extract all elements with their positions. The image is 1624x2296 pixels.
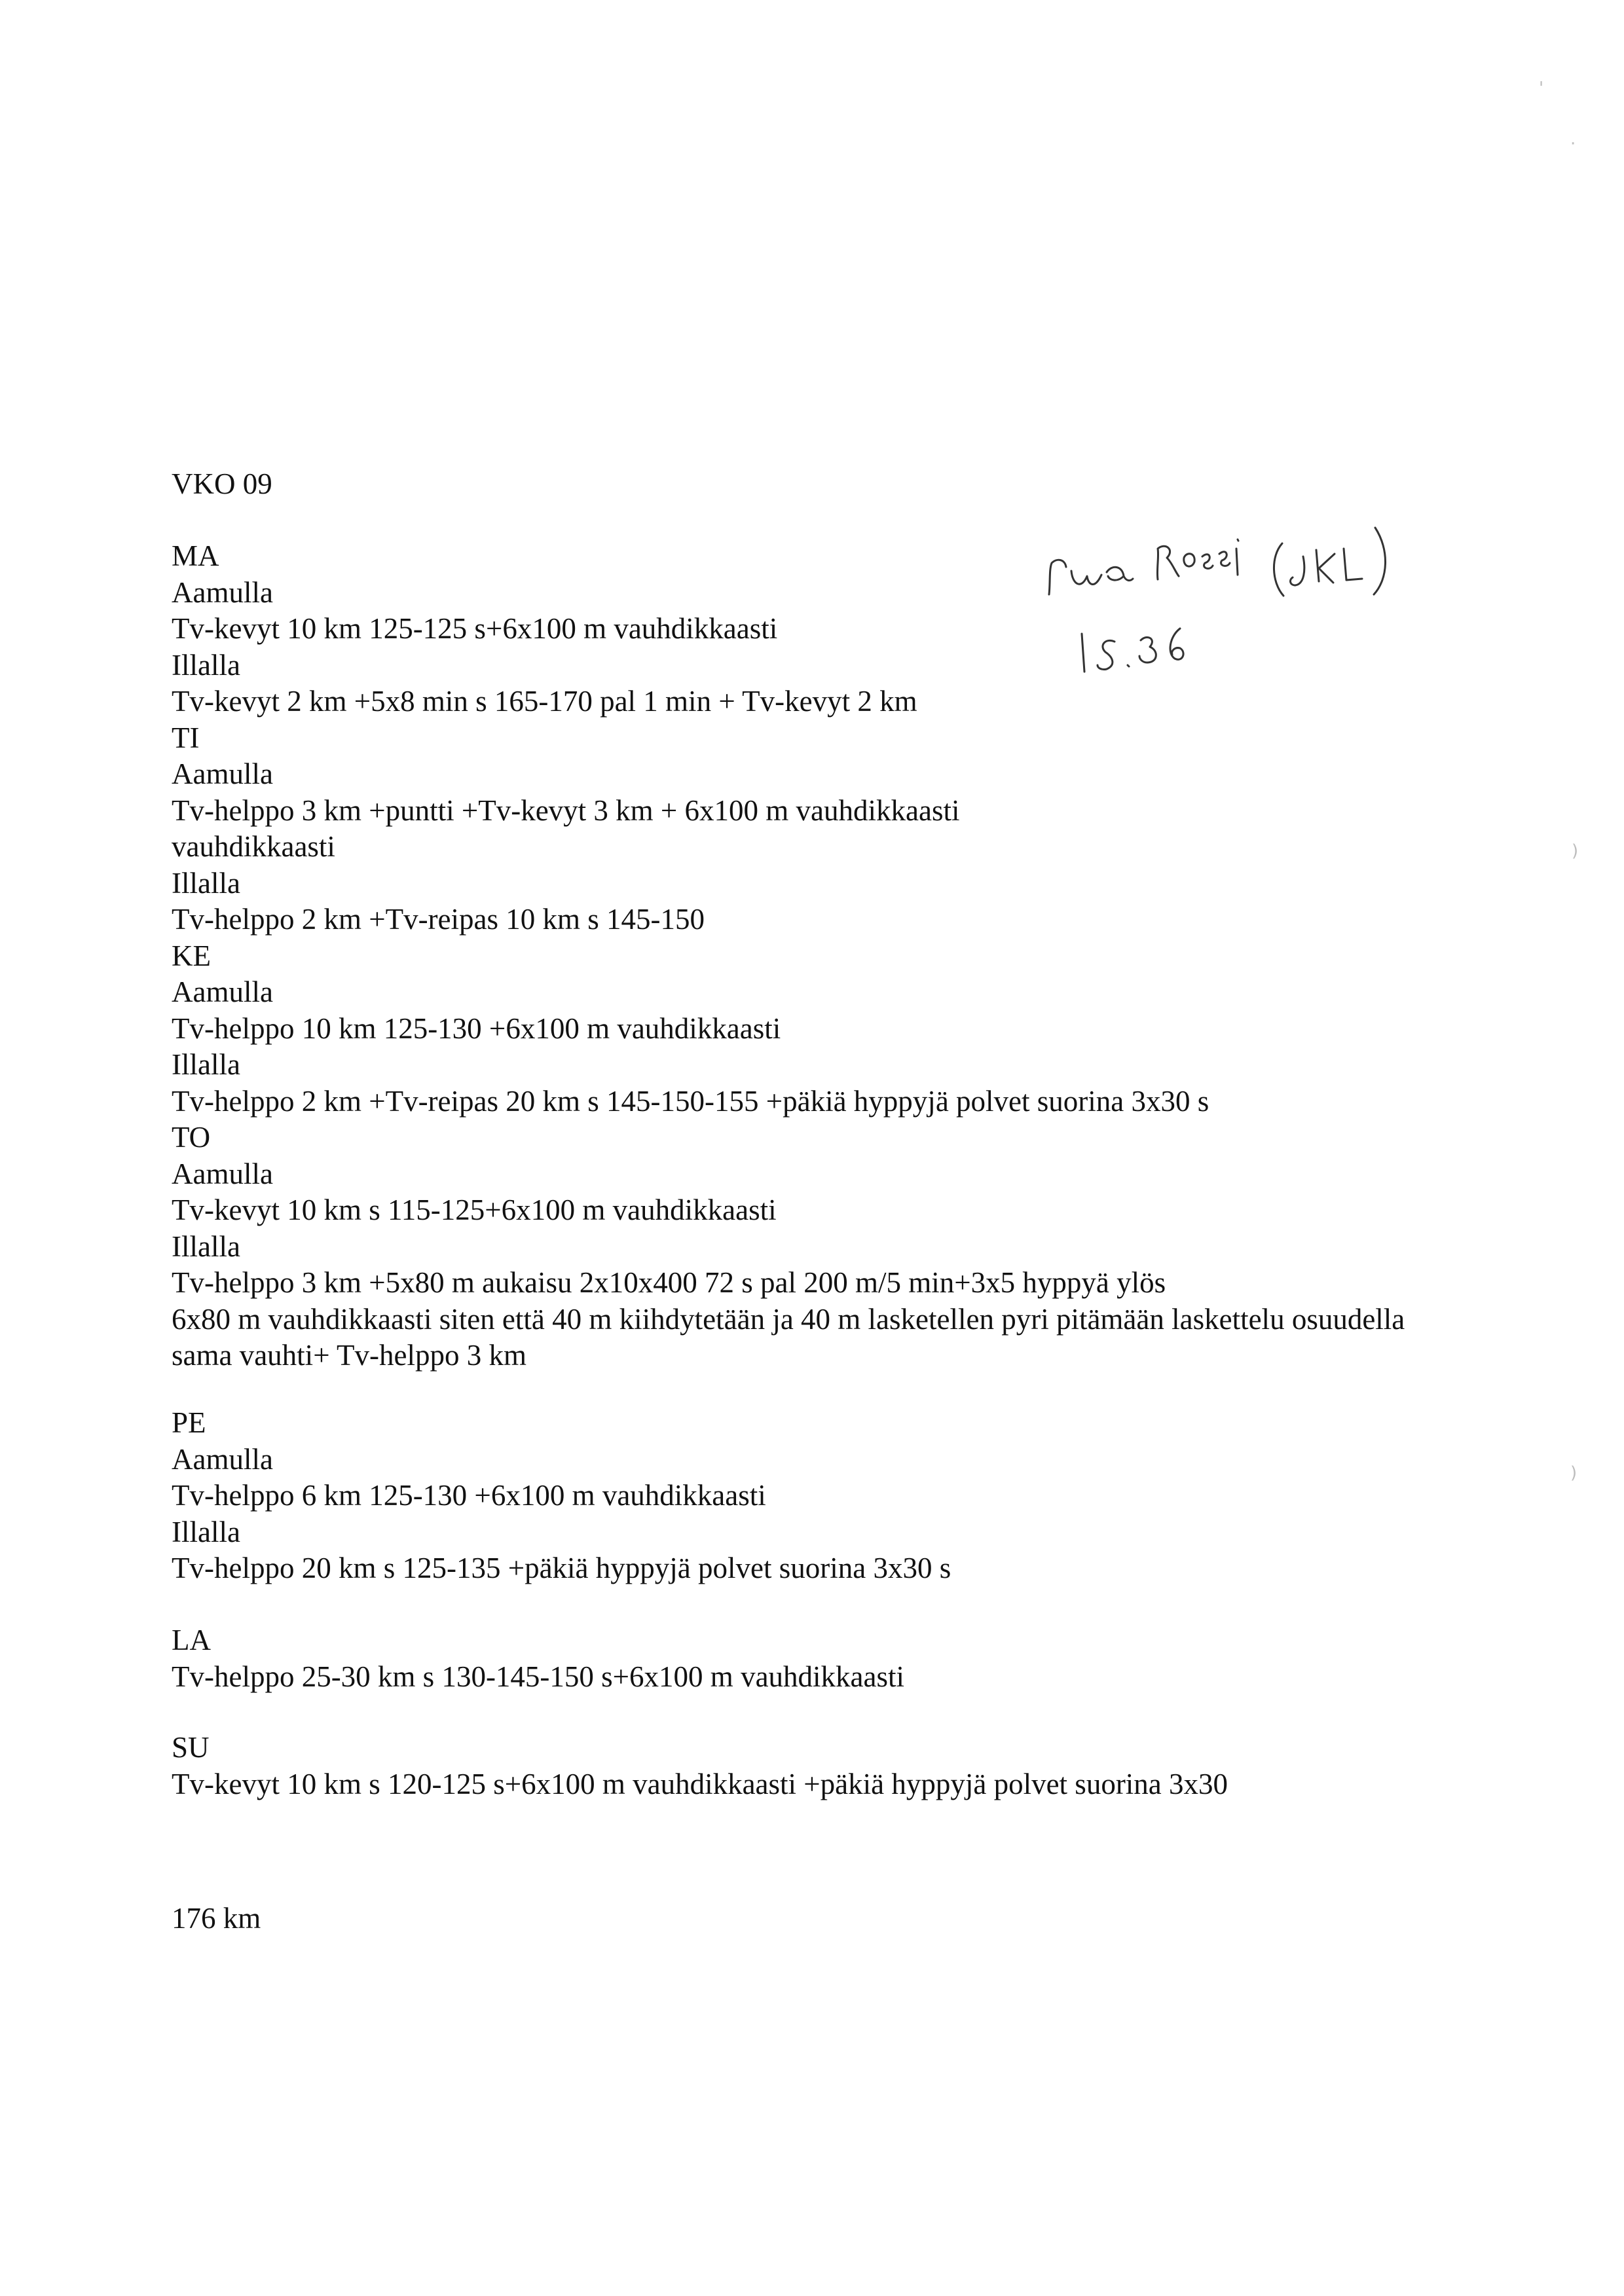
handwriting-drawing [1041,517,1395,694]
day-pe-block [172,1405,1481,1587]
workout-line: Tv-helppo 2 km +Tv-reipas 10 km s 145-150 [172,903,705,936]
workout-line: sama vauhti+ Tv-helppo 3 km [172,1339,526,1372]
workout-line: Tv-kevyt 10 km s 120-125 s+6x100 m vauhdikkaasti +päkiä hyppyjä polvet suorina 3x30 [172,1767,1228,1800]
session-label: Illalla [172,648,240,682]
day-su-block [172,1730,1481,1802]
workout-line: Tv-helppo 2 km +Tv-reipas 20 km s 145-150-155 +päkiä hyppyjä polvet suorina 3x30 s [172,1084,1209,1118]
session-label: Illalla [172,1048,240,1081]
handwritten-note [1041,517,1395,694]
workout-line: Tv-kevyt 10 km s 115-125+6x100 m vauhdikkaasti [172,1194,777,1226]
workout-line: Tv-helppo 25-30 km s 130-145-150 s+6x100 m vauhdikkaasti [172,1660,905,1693]
weekly-total: 176 km [172,1902,261,1935]
workout-line: Tv-kevyt 2 km +5x8 min s 165-170 pal 1 min + Tv-kevyt 2 km [172,685,917,718]
session-label: Illalla [172,1515,240,1548]
scan-speck: ) [1572,841,1579,861]
session-label: Illalla [172,1230,240,1263]
workout-line: Tv-helppo 20 km s 125-135 +päkiä hyppyjä polvet suorina 3x30 s [172,1552,951,1584]
session-label: Aamulla [172,1157,273,1190]
day-label-ma: MA [172,539,219,572]
day-label-su: SU [172,1731,210,1764]
session-label: Aamulla [172,1442,273,1476]
day-la-block [172,1622,1481,1695]
workout-line: Tv-helppo 6 km 125-130 +6x100 m vauhdikkaasti [172,1479,766,1512]
workout-line: Tv-kevyt 10 km 125-125 s+6x100 m vauhdikkaasti [172,612,778,645]
workout-line: 6x80 m vauhdikkaasti siten että 40 m kiihdytetään ja 40 m lasketellen pyri pitämään laskettelu osuudella [172,1302,1405,1336]
day-label-pe: PE [172,1406,206,1439]
scan-speck: · [1570,134,1576,154]
day-label-to: TO [172,1121,211,1154]
page-title: VKO 09 [172,467,272,500]
scan-speck: ' [1539,79,1544,98]
scan-speck: ) [1570,1463,1578,1483]
session-label: Aamulla [172,757,273,790]
day-label-ti: TI [172,721,200,754]
day-label-la: LA [172,1624,211,1656]
workout-line: Tv-helppo 3 km +5x80 m aukaisu 2x10x400 72 s pal 200 m/5 min+3x5 hyppyä ylös [172,1266,1166,1299]
day-label-ke: KE [172,939,211,972]
session-label: Aamulla [172,975,273,1008]
workout-line: Tv-helppo 3 km +puntti +Tv-kevyt 3 km + 6x100 m vauhdikkaasti [172,793,960,827]
session-label: Aamulla [172,575,273,609]
workout-line: vauhdikkaasti [172,830,335,863]
session-label: Illalla [172,866,240,900]
workout-line: Tv-helppo 10 km 125-130 +6x100 m vauhdikkaasti [172,1011,781,1045]
